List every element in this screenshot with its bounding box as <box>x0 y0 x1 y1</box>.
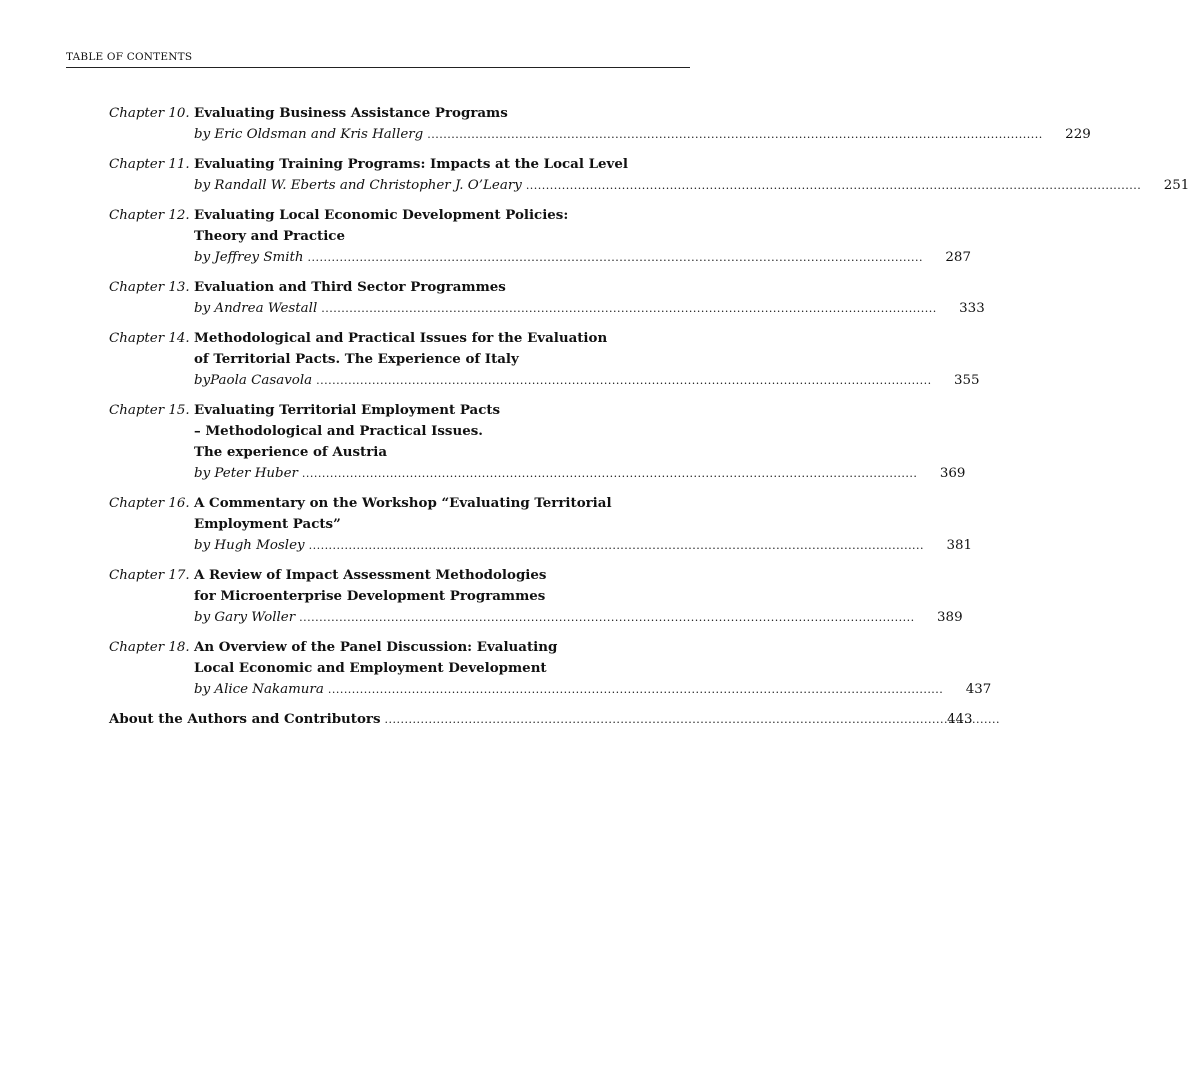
chapter-author: byPaola Casavola <box>194 370 316 391</box>
chapter-title: Local Economic and Employment Development <box>194 660 547 676</box>
dot-leader <box>328 679 943 700</box>
page-number: 229 <box>1065 127 1091 142</box>
chapter-title: Evaluating Local Economic Development Policies: <box>194 207 569 223</box>
page-number: 437 <box>965 682 992 697</box>
chapter-label: Chapter 15. <box>109 403 190 418</box>
chapter-label: Chapter 16. <box>109 496 190 511</box>
header-title: TABLE OF CONTENTS <box>66 51 193 63</box>
chapter-title: The experience of Austria <box>194 444 388 460</box>
chapter-author: by Andrea Westall <box>194 298 321 319</box>
chapter-title: Employment Pacts” <box>194 516 341 532</box>
dot-leader <box>526 175 1141 196</box>
dot-leader <box>307 247 922 268</box>
dot-leader <box>385 709 925 730</box>
chapter-title: A Review of Impact Assessment Methodologies <box>194 567 547 583</box>
chapter-author: by Eric Oldsman and Kris Hallerg <box>194 124 427 145</box>
page-number: 287 <box>945 250 971 265</box>
toc-entry[interactable] <box>109 637 992 700</box>
chapter-label: Chapter 18. <box>109 640 190 655</box>
chapter-label: Chapter 12. <box>109 208 190 223</box>
chapter-author: by Randall W. Eberts and Christopher J. O’Leary <box>194 175 526 196</box>
toc-entry-about-authors[interactable] <box>109 709 973 730</box>
toc-entry[interactable] <box>109 565 963 628</box>
dot-leader <box>321 298 936 319</box>
chapter-label: Chapter 10. <box>109 106 190 121</box>
chapter-title: A Commentary on the Workshop “Evaluating Territorial <box>194 495 612 511</box>
dot-leader <box>299 607 914 628</box>
chapter-label: Chapter 13. <box>109 280 190 295</box>
dot-leader <box>316 370 931 391</box>
page-number: 389 <box>937 610 963 625</box>
chapter-title: Theory and Practice <box>194 228 345 244</box>
chapter-author: by Peter Huber <box>194 463 302 484</box>
page-number: 443 <box>946 712 973 727</box>
chapter-author: by Hugh Mosley <box>194 535 309 556</box>
running-header <box>66 51 690 68</box>
chapter-title: Methodological and Practical Issues for the Evaluation <box>194 330 608 346</box>
chapter-title: of Territorial Pacts. The Experience of Italy <box>194 351 519 367</box>
page-number: 381 <box>946 538 973 553</box>
chapter-title: Evaluating Training Programs: Impacts at the Local Level <box>194 156 628 172</box>
toc-entry[interactable] <box>109 328 980 391</box>
page-number: 333 <box>959 301 985 316</box>
chapter-title: Evaluation and Third Sector Programmes <box>194 279 506 295</box>
chapter-title: for Microenterprise Development Programmes <box>194 588 546 604</box>
chapter-title: An Overview of the Panel Discussion: Evaluating <box>194 639 558 655</box>
chapter-title: Evaluating Business Assistance Programs <box>194 105 508 121</box>
table-of-contents <box>109 103 1189 730</box>
chapter-label: Chapter 11. <box>109 157 190 172</box>
toc-entry[interactable] <box>109 205 971 268</box>
chapter-title: – Methodological and Practical Issues. <box>194 423 483 439</box>
dot-leader <box>302 463 917 484</box>
about-authors-label: About the Authors and Contributors <box>109 711 381 727</box>
chapter-title: Evaluating Territorial Employment Pacts <box>194 402 501 418</box>
chapter-label: Chapter 17. <box>109 568 190 583</box>
dot-leader <box>309 535 924 556</box>
toc-entry[interactable] <box>109 277 985 319</box>
toc-entry[interactable] <box>109 400 966 484</box>
chapter-label: Chapter 14. <box>109 331 190 346</box>
page-number: 355 <box>954 373 980 388</box>
toc-entry[interactable] <box>109 154 1189 196</box>
toc-entry[interactable] <box>109 493 973 556</box>
dot-leader <box>427 124 1042 145</box>
chapter-author: by Gary Woller <box>194 607 299 628</box>
chapter-author: by Alice Nakamura <box>194 679 328 700</box>
page-number: 251 <box>1163 178 1189 193</box>
page-number: 369 <box>939 466 966 481</box>
chapter-author: by Jeffrey Smith <box>194 247 307 268</box>
toc-entry[interactable] <box>109 103 1091 145</box>
